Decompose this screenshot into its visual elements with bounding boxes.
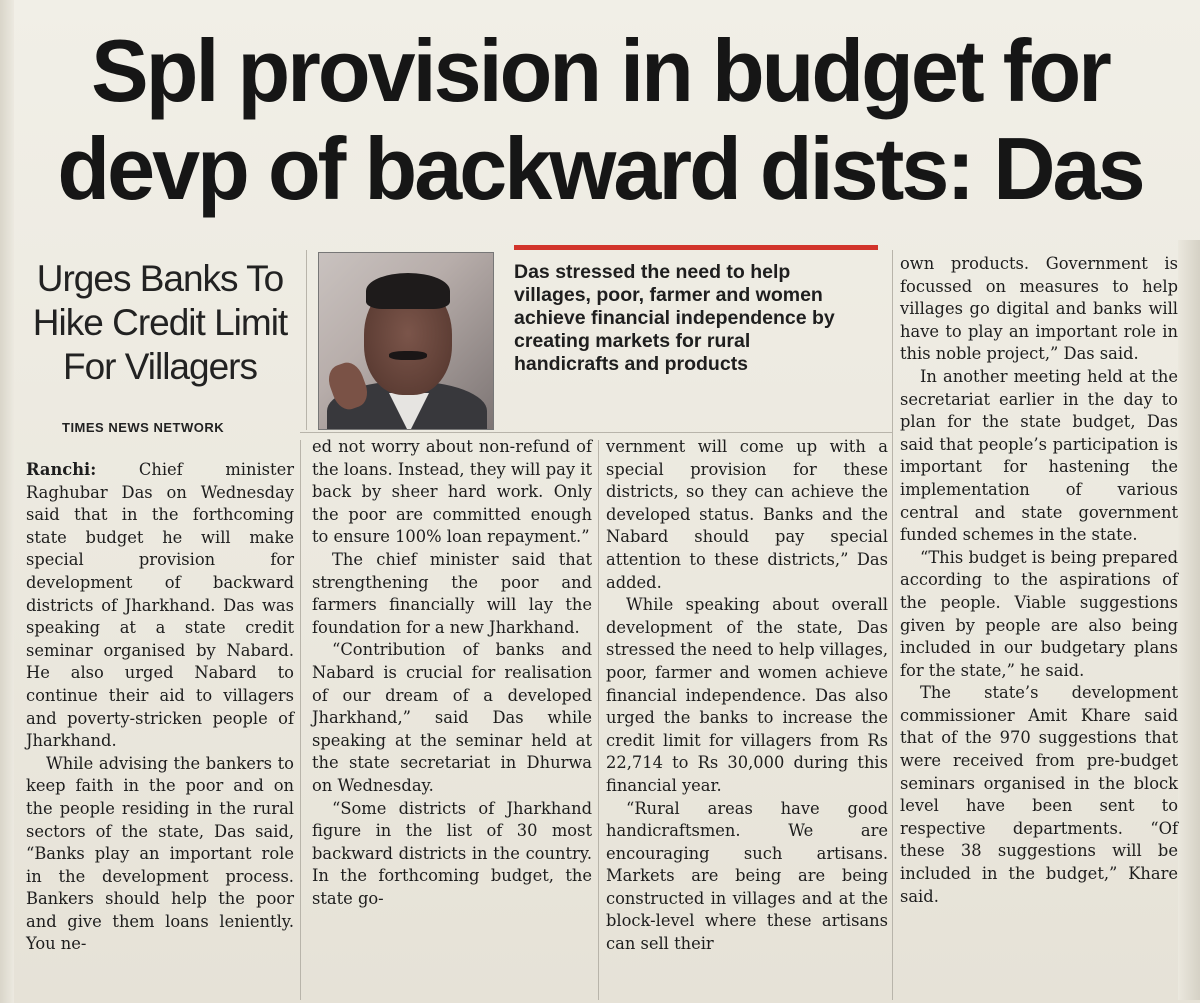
paragraph-text: Chief minister Raghubar Das on Wednesday said that in the forthcoming state budget he will make special provision for development of backward districts of Jharkhand. Das was speaking at a state credit seminar organised by Nabard. He also urged Nabard to continue their aid to villagers and poverty-stricken people of Jharkhand. — [26, 460, 294, 751]
article-column-1 — [26, 459, 294, 956]
paragraph: ed not worry about non-refund of the loans. Instead, they will pay it back by sheer hard work. Only the poor are committed enough to ensure 100% loan repayment.” — [312, 437, 592, 547]
paragraph: “This budget is being prepared according to the aspirations of the people. Viable suggestions given by people are also being included in our budgetary plans for the state,” he said. — [900, 547, 1178, 680]
photo-moustache — [389, 351, 427, 360]
article-column-2 — [312, 436, 592, 910]
adjacent-page-edge-right — [1178, 240, 1200, 1000]
pull-quote-accent-bar — [514, 245, 878, 250]
headline-line-1: Spl provision in budget for — [91, 21, 1109, 120]
paragraph: vernment will come up with a special provision for these districts, so they can achieve the developed status. Banks and the Nabard should pay special attention to these districts,” Das added. — [606, 437, 888, 592]
headline-line-2: devp of backward dists: Das — [57, 119, 1143, 218]
kicker-line-3: For Villagers — [62, 346, 257, 387]
column-divider-photo — [306, 250, 307, 430]
article-column-4 — [900, 253, 1178, 908]
paragraph: own products. Government is focussed on measures to help villages go digital and banks will have to play an important role in this noble project,” Das said. — [900, 254, 1178, 364]
article-column-3 — [606, 436, 888, 956]
kicker-line-2: Hike Credit Limit — [32, 302, 288, 343]
paragraph: “Some districts of Jharkhand figure in the list of 30 most backward districts in the country. In the forthcoming budget, the state go- — [312, 798, 592, 908]
kicker-line-1: Urges Banks To — [36, 258, 284, 299]
paragraph: “Contribution of banks and Nabard is crucial for realisation of our dream of a developed Jharkhand,” said Das while speaking at the seminar held at the state secretariat in Dhurwa on Wednesday. — [312, 640, 592, 795]
paragraph: While speaking about overall development of the state, Das stressed the need to help villages, poor, farmer and women achieve financial independence. Das also urged the banks to increase the credit limit for villagers from Rs 22,714 to Rs 30,000 during this financial year. — [606, 595, 889, 795]
column-divider-1 — [300, 440, 301, 1000]
paragraph: The chief minister said that strengthening the poor and farmers financially will lay the foundation for a new Jharkhand. — [312, 549, 592, 637]
dateline: Ranchi: — [26, 460, 97, 479]
paragraph: While advising the bankers to keep faith in the poor and on the people residing in the rural sectors of the state, Das said, “Banks play an important role in the development process. Bankers should help the poor and give them loans leniently. You ne- — [26, 753, 294, 954]
byline: TIMES NEWS NETWORK — [62, 420, 225, 435]
headline — [12, 22, 1188, 218]
paragraph — [26, 459, 294, 753]
photo-hair — [366, 273, 450, 309]
paragraph: “Rural areas have good handicraftsmen. We are encouraging such artisans. Markets are being are being constructed in villages and at the block-level where these artisans can sell their — [606, 798, 888, 954]
divider-horizontal — [300, 432, 892, 433]
paragraph: In another meeting held at the secretariat earlier in the day to plan for the state budget, Das said that people’s participation is important for hastening the implementation of various central and state government funded schemes in the state. — [900, 366, 1178, 545]
pull-quote: Das stressed the need to help villages, poor, farmer and women achieve financial independence by creating markets for rural handicrafts and products — [514, 261, 835, 375]
paragraph: The state’s development commissioner Amit Khare said that of the 970 suggestions that were received from pre-budget seminars organised in the block level have been sent to respective departments. “Of these 38 suggestions will be included in the budget,” Khare said. — [900, 683, 1178, 906]
portrait-photo — [318, 252, 494, 430]
column-divider-2 — [598, 440, 599, 1000]
kicker-subhead — [30, 257, 290, 389]
column-divider-3 — [892, 250, 893, 1000]
